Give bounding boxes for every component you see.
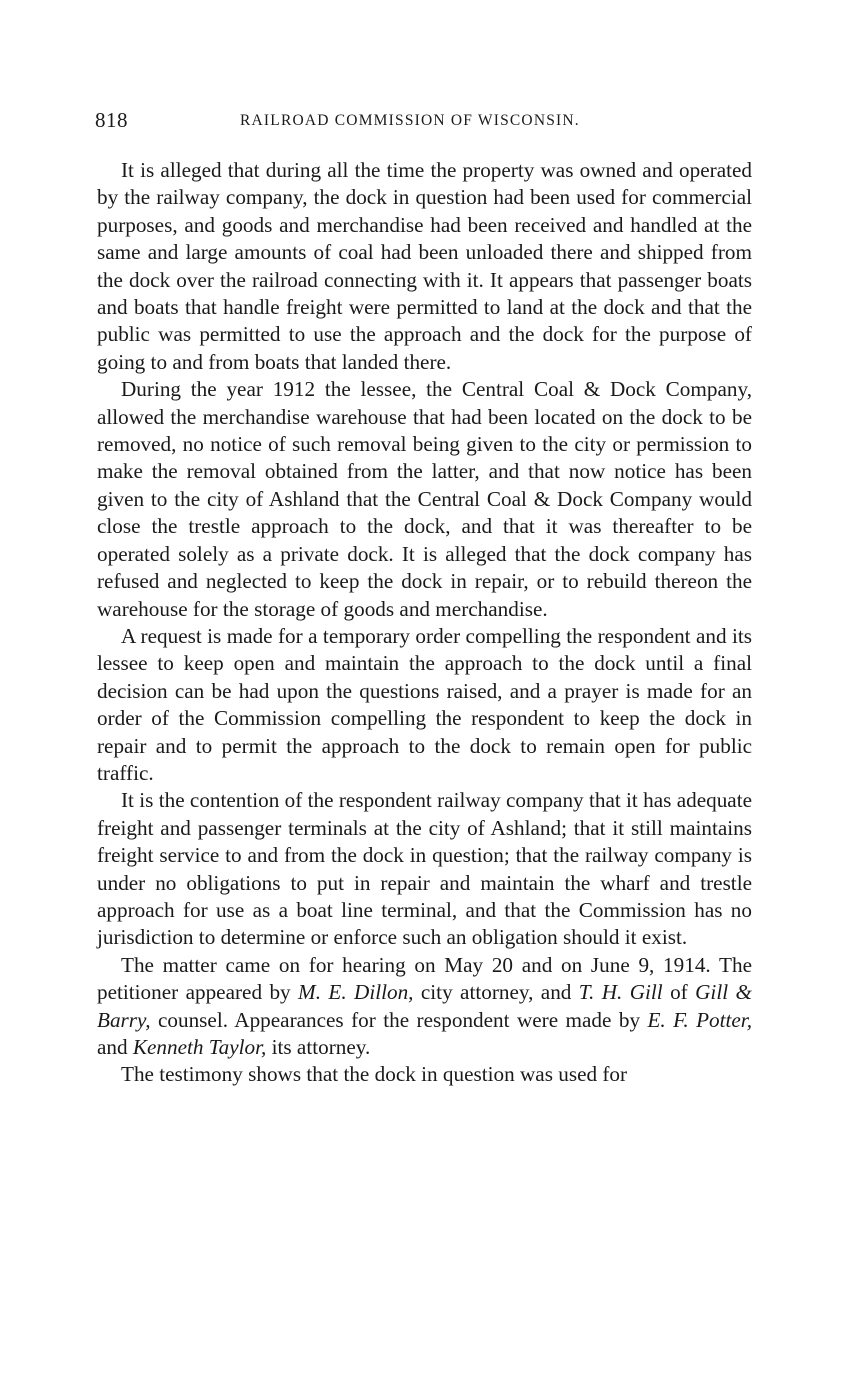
paragraph-testimony: The testimony shows that the dock in question was used for — [121, 1062, 628, 1087]
law-firm-name: Gill & Barry, — [97, 980, 752, 1032]
running-head — [95, 108, 755, 138]
paragraph-contention: It is the contention of the respondent railway company that it has adequate freight and passenger terminals at the city of Ashland; that it still maintains freight service to and from the dock in question; that the railway company is under no obligations to put in repair and maintain the wharf and trestle approach for use as a boat line terminal, and that the Commission has no jurisdiction to determine or enforce such an obligation should it exist. — [97, 788, 752, 950]
paragraph-allegation: It is alleged that during all the time the property was owned and operated by the railway company, the dock in question had been used for commercial purposes, and goods and merchandise had been received and handled at the same and large amounts of coal had been unloaded there and shipped from the dock over the railroad connecting with it. It appears that passenger boats and boats that handle freight were permitted to land at the dock and that the public was permitted to use the approach and the dock for the purpose of going to and from boats that landed there. — [97, 158, 752, 374]
running-title: RAILROAD COMMISSION OF WISCONSIN. — [240, 112, 580, 129]
paragraph-request: A request is made for a temporary order compelling the respondent and its lessee to keep open and maintain the approach to the dock until a final decision can be had upon the questions raised, and a prayer is made for an order of the Commission compelling the respondent to keep the dock in repair and to permit the approach to the dock to remain open for public traffic. — [97, 623, 752, 785]
page-number: 818 — [95, 108, 128, 132]
respondent-attorney-name: Kenneth Taylor, — [132, 1035, 267, 1059]
hearing-text: and — [97, 1035, 133, 1059]
hearing-text: counsel. Appearances for the respondent were made by — [150, 1007, 648, 1032]
respondent-counsel-name: E. F. Potter, — [647, 1007, 752, 1032]
hearing-text: city attorney, and — [413, 980, 579, 1005]
paragraph-warehouse-removal: During the year 1912 the lessee, the Central Coal & Dock Company, allowed the merchandise warehouse that had been located on the dock to be removed, no notice of such removal being given to the city or permission to make the removal obtained from the latter, and that now notice has been given to the city of Ashland that the Central Coal & Dock Company would close the trestle approach to the dock, and that it was thereafter to be operated solely as a private dock. It is alleged that the dock company has refused and neglected to keep the dock in repair, or to rebuild thereon the warehouse for the storage of goods and merchandise. — [97, 377, 752, 621]
hearing-text: The matter came on for hearing on May 20 and on June 9, 1914. The petitioner appeared by — [97, 952, 752, 1005]
paragraph-hearing — [97, 952, 752, 1062]
attorney-name: M. E. Dillon, — [298, 980, 414, 1005]
body-text — [97, 157, 752, 1089]
hearing-text: of — [662, 980, 696, 1005]
hearing-text: its attorney. — [266, 1035, 371, 1059]
counsel-name: T. H. Gill — [578, 980, 663, 1005]
